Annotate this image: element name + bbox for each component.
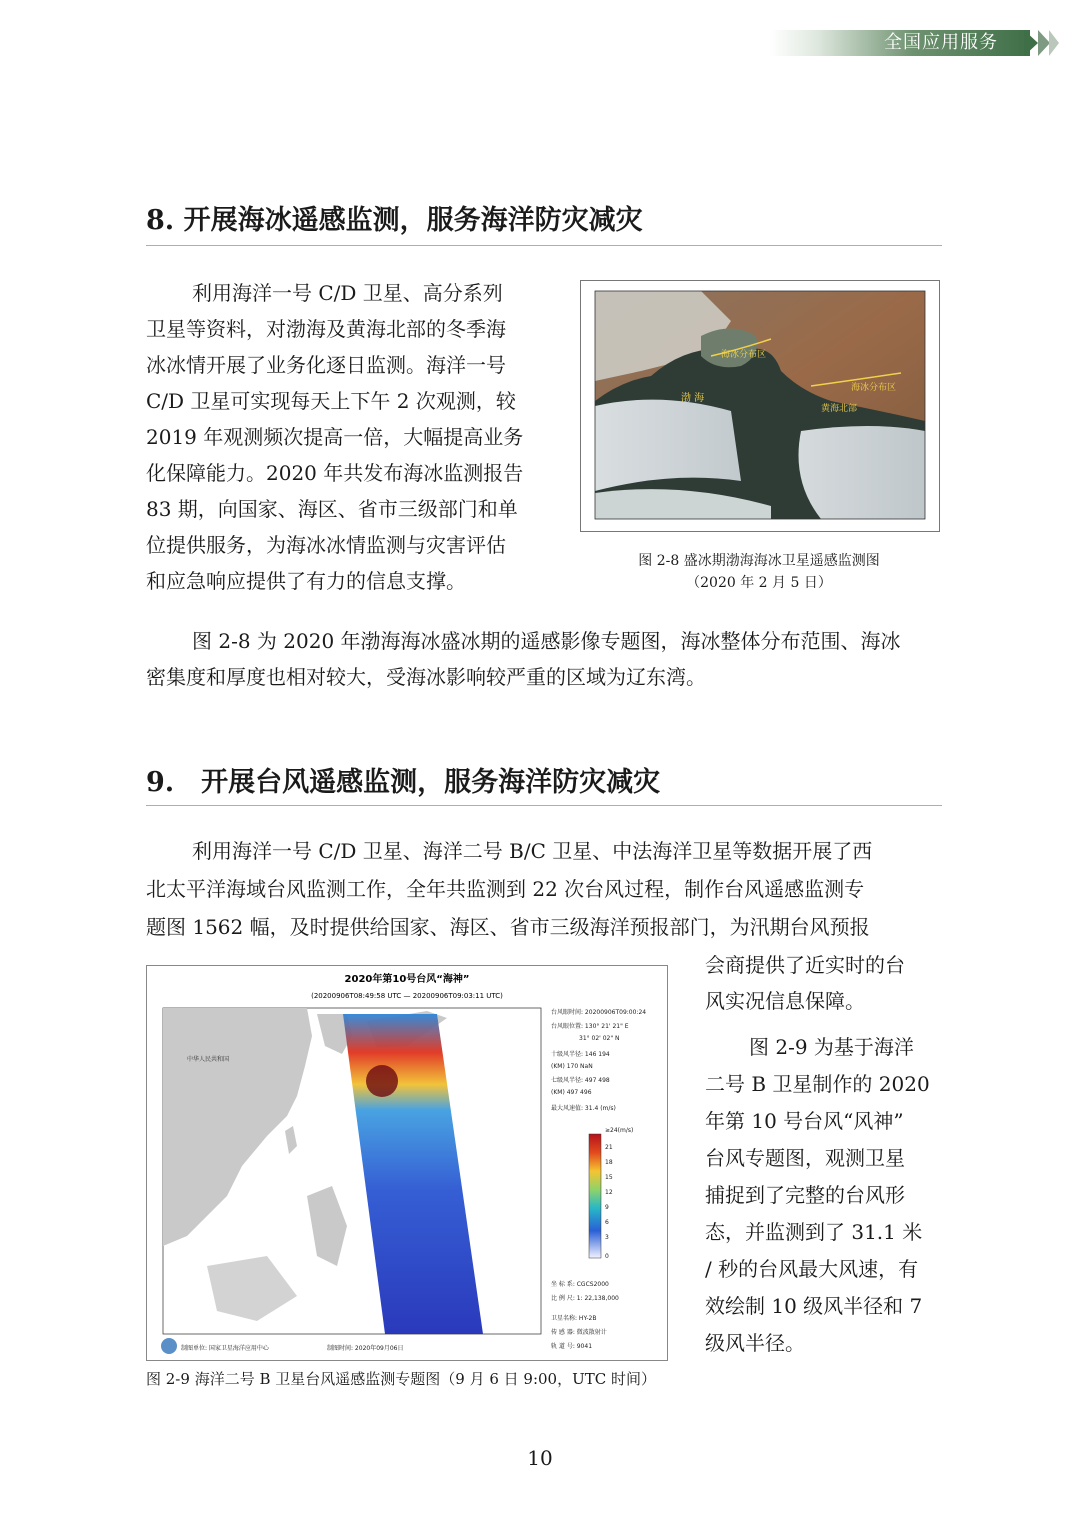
- legend-tick: 6: [605, 1219, 609, 1226]
- agency-logo-icon: [161, 1338, 177, 1354]
- label-sea-ice-1: 海冰分布区: [721, 350, 767, 360]
- text-line: 83 期，向国家、海区、省市三级部门和单: [146, 497, 518, 521]
- text-line: 利用海洋一号 C/D 卫星、海洋二号 B/C 卫星、中法海洋卫星等数据开展了西: [192, 839, 873, 863]
- text-line: 态，并监测到了 31.1 米: [705, 1220, 923, 1244]
- text-line: 密集度和厚度也相对较大，受海冰影响较严重的区域为辽东湾。: [146, 665, 706, 689]
- text-line: 效绘制 10 级风半径和 7: [705, 1294, 923, 1318]
- section-8-title: 8. 开展海冰遥感监测，服务海洋防灾减灾: [146, 205, 643, 236]
- text-line: 风实况信息保障。: [705, 989, 865, 1013]
- chevron-icon: [1024, 30, 1038, 56]
- header-ribbon: [770, 26, 1060, 60]
- legend-tick: 0: [605, 1253, 609, 1260]
- text-line: 台风专题图，观测卫星: [705, 1146, 905, 1170]
- label-yellow-north: 黄海北部: [821, 404, 858, 414]
- meta-line: 坐 标 系: CGCS2000: [551, 1281, 609, 1288]
- info-line: 十级风半径: 146 194: [551, 1051, 610, 1058]
- info-line: 台风眼时间: 20200906T09:00:24: [551, 1009, 647, 1016]
- wind-speed-colorbar: [589, 1134, 601, 1258]
- header-section-label: 全国应用服务: [884, 32, 998, 53]
- legend-unit: ≥24(m/s): [605, 1127, 634, 1134]
- label-bohai: 渤 海: [681, 393, 705, 404]
- legend-tick: 18: [605, 1159, 613, 1166]
- info-line: 台风眼位置: 130° 21' 21" E: [551, 1023, 629, 1030]
- caption-line: （2020 年 2 月 5 日）: [686, 575, 832, 591]
- text-line: 捕捉到了完整的台风形: [705, 1183, 905, 1207]
- meta-line: 传 感 器: 微波散射计: [551, 1329, 607, 1336]
- meta-line: 轨 道 号: 9041: [551, 1343, 593, 1350]
- section-8-divider: [146, 245, 942, 246]
- text-line: 北太平洋海域台风监测工作，全年共监测到 22 次台风过程，制作台风遥感监测专: [146, 877, 865, 901]
- section-9-title: 9. 开展台风遥感监测，服务海洋防灾减灾: [146, 767, 661, 798]
- footer-date: 制图时间: 2020年09月06日: [327, 1345, 404, 1352]
- text-line: 年第 10 号台风“风神”: [705, 1109, 904, 1133]
- figure-2-9-typhoon-map: [146, 965, 668, 1361]
- text-line: 会商提供了近实时的台: [705, 953, 905, 977]
- meta-line: 比 例 尺: 1: 22,138,000: [551, 1295, 619, 1302]
- chevron-icon: [1049, 30, 1059, 56]
- text-line: 2019 年观测频次提高一倍，大幅提高业务: [146, 425, 524, 449]
- text-line: / 秒的台风最大风速，有: [705, 1257, 919, 1281]
- info-line: 七级风半径: 497 498: [551, 1077, 610, 1084]
- legend-tick: 12: [605, 1189, 613, 1196]
- meta-line: 卫星名称: HY-2B: [551, 1315, 597, 1322]
- figure-2-8-caption: [580, 550, 938, 594]
- text-line: 卫星等资料，对渤海及黄海北部的冬季海: [146, 317, 506, 341]
- text-line: 图 2-9 为基于海洋: [749, 1035, 914, 1059]
- country-label: 中华人民共和国: [187, 1056, 230, 1063]
- figure-2-9-caption: 图 2-9 海洋二号 B 卫星台风遥感监测专题图（9 月 6 日 9:00，UTC 时间）: [146, 1370, 656, 1388]
- info-line: 最大风速值: 31.4 (m/s): [551, 1105, 616, 1112]
- caption-line: 图 2-8 盛冰期渤海海冰卫星遥感监测图: [638, 553, 880, 569]
- text-line: 图 2-8 为 2020 年渤海海冰盛冰期的遥感影像专题图，海冰整体分布范围、海冰: [192, 629, 901, 653]
- text-line: 化保障能力。2020 年共发布海冰监测报告: [146, 461, 524, 485]
- section-9-divider: [146, 805, 942, 806]
- info-line: (KM) 170 NaN: [551, 1063, 593, 1070]
- legend-tick: 15: [605, 1174, 613, 1181]
- text-line: 位提供服务，为海冰冰情监测与灾害评估: [146, 533, 506, 557]
- text-line: 利用海洋一号 C/D 卫星、高分系列: [192, 281, 503, 305]
- text-line: C/D 卫星可实现每天上下午 2 次观测，较: [146, 389, 516, 413]
- text-line: 题图 1562 幅，及时提供给国家、海区、省市三级海洋预报部门，为汛期台风预报: [146, 915, 870, 939]
- info-line: (KM) 497 496: [551, 1089, 592, 1096]
- text-line: 级风半径。: [705, 1331, 805, 1355]
- text-line: 和应急响应提供了有力的信息支撑。: [146, 569, 466, 593]
- footer-org: 制图单位: 国家卫星海洋应用中心: [181, 1345, 269, 1352]
- map-subtitle: (20200906T08:49:58 UTC — 20200906T09:03:11 UTC): [311, 992, 503, 1000]
- info-line: 31° 02' 02" N: [579, 1035, 620, 1042]
- figure-2-8-sea-ice-image: [580, 280, 940, 532]
- map-title: 2020年第10号台风“海神”: [344, 974, 470, 985]
- sea-ice-satellite-map: [581, 281, 939, 531]
- typhoon-wind-field-map: [147, 966, 667, 1360]
- text-line: 二号 B 卫星制作的 2020: [705, 1072, 930, 1096]
- page-number: 10: [527, 1446, 553, 1470]
- legend-tick: 21: [605, 1144, 613, 1151]
- legend-tick: 9: [605, 1204, 609, 1211]
- legend-tick: 3: [605, 1234, 609, 1241]
- label-sea-ice-2: 海冰分布区: [851, 383, 897, 393]
- text-line: 冰冰情开展了业务化逐日监测。海洋一号: [146, 353, 506, 377]
